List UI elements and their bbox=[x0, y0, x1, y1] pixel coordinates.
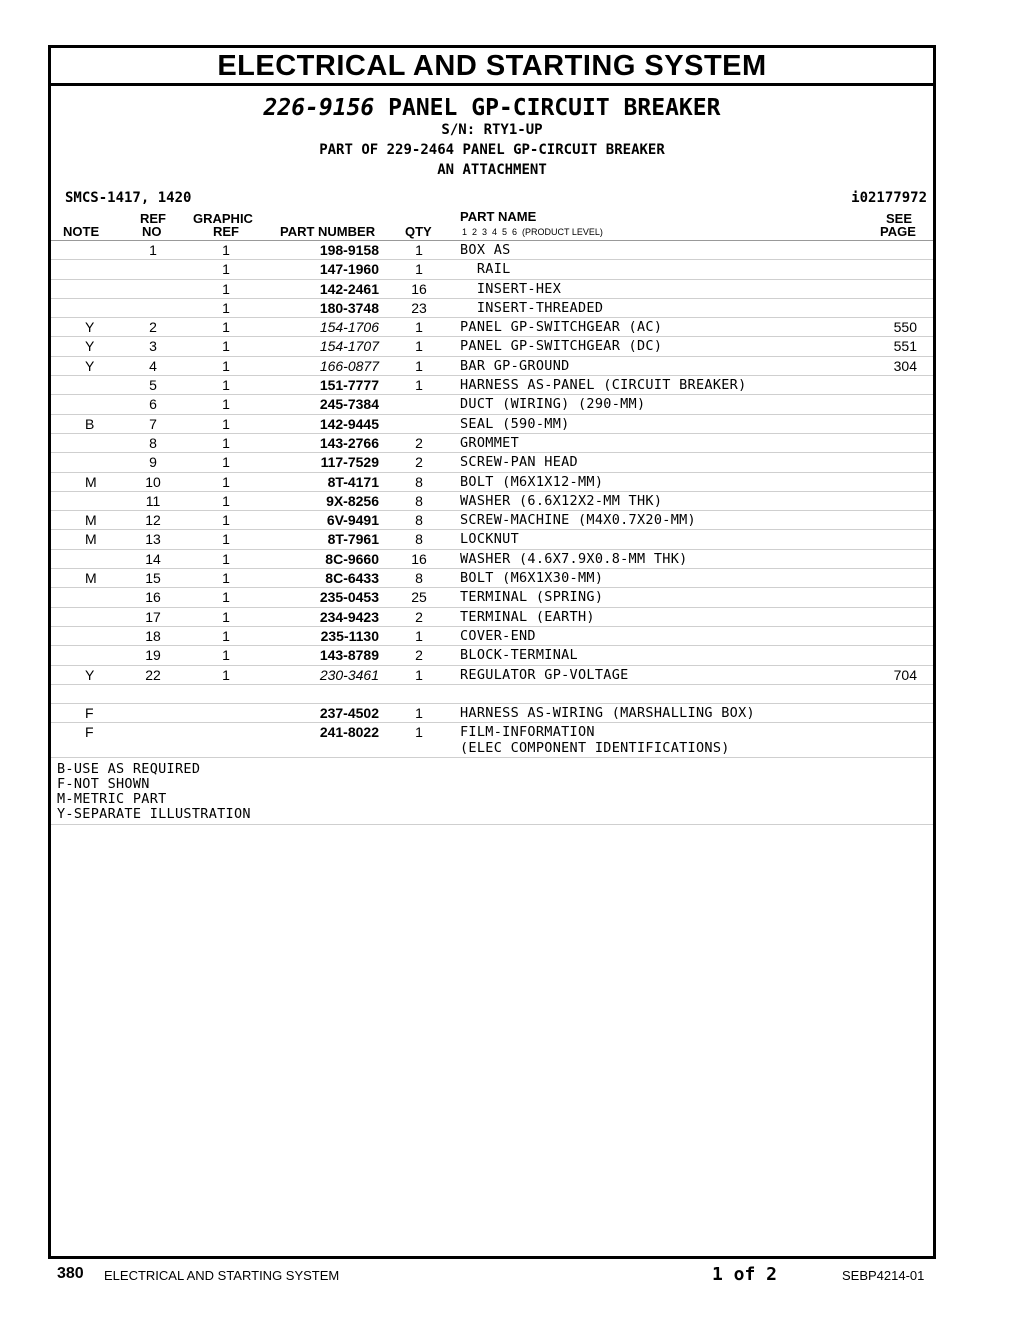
part-name-cell: INSERT-HEX bbox=[460, 280, 562, 297]
part-name-cell: BOLT (M6X1X12-MM) bbox=[460, 473, 604, 490]
part-name-cell: BOX AS bbox=[460, 242, 511, 258]
table-row bbox=[51, 627, 933, 646]
part-name-cell: PANEL GP-SWITCHGEAR (AC) bbox=[460, 319, 663, 336]
part-name-cell: INSERT-THREADED bbox=[460, 299, 604, 316]
part-number-cell: 235-1130 bbox=[320, 627, 379, 644]
col-part-name: PART NAME bbox=[460, 209, 537, 224]
part-name-cell: SCREW-PAN HEAD bbox=[460, 454, 578, 471]
part-number-cell: 235-0453 bbox=[319, 589, 379, 606]
part-name-cell: TERMINAL (EARTH) bbox=[460, 608, 595, 625]
smcs-row bbox=[51, 186, 933, 210]
col-product-levels: 1 2 3 4 5 6 (PRODUCT LEVEL) bbox=[462, 227, 603, 237]
part-name-cell: BLOCK-TERMINAL bbox=[460, 647, 578, 664]
ref-no-cell: 1 bbox=[149, 242, 157, 258]
smcs-code: SMCS-1417, 1420 bbox=[65, 190, 192, 206]
qty-cell: 1 bbox=[415, 338, 423, 355]
qty-cell: 2 bbox=[415, 647, 423, 664]
graphic-ref-cell: 1 bbox=[222, 627, 230, 644]
part-number-cell: 8T-4171 bbox=[327, 473, 379, 490]
graphic-ref-cell: 1 bbox=[222, 299, 230, 316]
see-page-cell: 704 bbox=[893, 666, 917, 683]
part-of-line: PART OF 229-2464 PANEL GP-CIRCUIT BREAKER bbox=[319, 142, 665, 158]
col-graphic: GRAPHIC bbox=[193, 211, 253, 226]
col-ref-no: NO bbox=[142, 224, 162, 239]
footer-section: ELECTRICAL AND STARTING SYSTEM bbox=[104, 1268, 340, 1283]
ref-no-cell: 9 bbox=[149, 454, 157, 471]
qty-cell: 1 bbox=[415, 319, 423, 336]
col-qty: QTY bbox=[405, 224, 432, 239]
ref-no-cell: 11 bbox=[145, 492, 161, 509]
parts-list bbox=[51, 241, 933, 758]
graphic-ref-cell: 1 bbox=[222, 396, 230, 413]
note-m: M-METRIC PART bbox=[57, 791, 167, 808]
part-name-cell: REGULATOR GP-VOLTAGE bbox=[460, 666, 629, 683]
notes-legend bbox=[51, 758, 933, 825]
qty-cell: 2 bbox=[415, 608, 423, 625]
ref-no-cell: 19 bbox=[145, 647, 161, 664]
table-row bbox=[51, 608, 933, 627]
col-note: NOTE bbox=[63, 224, 100, 239]
part-name-cell: PANEL GP-SWITCHGEAR (DC) bbox=[460, 338, 663, 355]
qty-cell: 8 bbox=[415, 512, 423, 529]
ref-no-cell: 17 bbox=[145, 608, 161, 625]
see-page-cell: 304 bbox=[893, 357, 917, 374]
qty-cell: 23 bbox=[411, 299, 427, 316]
qty-cell: 1 bbox=[415, 261, 423, 278]
table-row: M 12 1 6V-9491 8 SCREW-MACHINE (M4X0.7X20-MM) bbox=[51, 511, 933, 530]
table-row bbox=[51, 550, 933, 569]
col-page: PAGE bbox=[880, 224, 916, 239]
note-b: B-USE AS REQUIRED bbox=[57, 761, 201, 778]
part-name-cell: COVER-END bbox=[460, 627, 536, 644]
qty-cell: 2 bbox=[415, 434, 423, 451]
graphic-ref-cell: 1 bbox=[222, 550, 230, 567]
graphic-ref-cell: 1 bbox=[222, 242, 230, 258]
ref-no-cell: 16 bbox=[145, 589, 161, 606]
table-row: Y 4 1 166-0877 1 BAR GP-GROUND 304 bbox=[51, 357, 933, 376]
ref-no-cell: 4 bbox=[149, 357, 157, 374]
graphic-ref-cell: 1 bbox=[222, 492, 230, 509]
ref-no-cell: 15 bbox=[145, 570, 161, 587]
table-row: Y 2 1 154-1706 1 PANEL GP-SWITCHGEAR (AC) 550 bbox=[51, 318, 933, 337]
part-name-cell: LOCKNUT bbox=[460, 531, 519, 548]
table-row: F 237-4502 1 HARNESS AS-WIRING (MARSHALLING BOX) bbox=[51, 704, 933, 723]
part-number-cell: 154-1706 bbox=[319, 319, 379, 336]
table-row bbox=[51, 588, 933, 607]
ref-no-cell: 5 bbox=[149, 377, 157, 394]
part-number-cell: 9X-8256 bbox=[326, 492, 379, 509]
column-headers bbox=[51, 210, 933, 241]
part-name-cell: BOLT (M6X1X30-MM) bbox=[460, 570, 604, 587]
graphic-ref-cell: 1 bbox=[222, 512, 230, 529]
table-row bbox=[51, 260, 933, 279]
part-number-cell: 237-4502 bbox=[319, 705, 379, 722]
qty-cell: 1 bbox=[415, 377, 423, 394]
part-name-cell: SCREW-MACHINE (M4X0.7X20-MM) bbox=[460, 512, 696, 529]
col-see: SEE bbox=[886, 211, 913, 226]
graphic-ref-cell: 1 bbox=[222, 434, 230, 451]
graphic-ref-cell: 1 bbox=[222, 570, 230, 587]
graphic-ref-cell: 1 bbox=[222, 608, 230, 625]
part-number-cell: 8T-7961 bbox=[327, 531, 379, 548]
ref-no-cell: 13 bbox=[145, 531, 161, 548]
ref-no-cell: 22 bbox=[145, 666, 161, 683]
graphic-ref-cell: 1 bbox=[222, 454, 230, 471]
table-row bbox=[51, 685, 933, 704]
col-ref: REF bbox=[140, 211, 166, 226]
part-number-cell: 241-8022 bbox=[319, 724, 379, 741]
part-name-cell: TERMINAL (SPRING) bbox=[460, 589, 604, 606]
part-number-cell: 230-3461 bbox=[319, 666, 379, 683]
section-title: ELECTRICAL AND STARTING SYSTEM bbox=[51, 48, 933, 86]
part-name-cell: FILM-INFORMATION (ELEC COMPONENT IDENTIFICATIONS) bbox=[460, 724, 730, 757]
graphic-ref-cell: 1 bbox=[222, 377, 230, 394]
table-row bbox=[51, 453, 933, 472]
table-row bbox=[51, 492, 933, 511]
qty-cell: 16 bbox=[411, 280, 427, 297]
col-part-number: PART NUMBER bbox=[280, 224, 376, 239]
qty-cell: 2 bbox=[415, 454, 423, 471]
part-number-cell: 234-9423 bbox=[319, 608, 379, 625]
serial-range: S/N: RTY1-UP bbox=[441, 122, 543, 138]
parts-page-frame bbox=[48, 45, 936, 1259]
note-f: F-NOT SHOWN bbox=[57, 776, 150, 793]
qty-cell: 1 bbox=[415, 666, 423, 683]
table-row: M 13 1 8T-7961 8 LOCKNUT bbox=[51, 530, 933, 549]
table-row: M 10 1 8T-4171 8 BOLT (M6X1X12-MM) bbox=[51, 473, 933, 492]
qty-cell: 8 bbox=[415, 570, 423, 587]
part-name-cell: WASHER (6.6X12X2-MM THK) bbox=[460, 492, 663, 509]
part-number-cell: 180-3748 bbox=[319, 299, 379, 316]
graphic-ref-cell: 1 bbox=[222, 647, 230, 664]
part-number-cell: 166-0877 bbox=[319, 357, 379, 374]
qty-cell: 8 bbox=[415, 492, 423, 509]
qty-cell: 1 bbox=[415, 627, 423, 644]
illustration-id: i02177972 bbox=[851, 190, 927, 206]
graphic-ref-cell: 1 bbox=[222, 666, 230, 683]
part-name-cell: RAIL bbox=[460, 261, 511, 278]
ref-no-cell: 18 bbox=[145, 627, 161, 644]
part-name-cell: WASHER (4.6X7.9X0.8-MM THK) bbox=[460, 550, 688, 567]
ref-no-cell: 6 bbox=[149, 396, 157, 413]
graphic-ref-cell: 1 bbox=[222, 473, 230, 490]
group-header bbox=[51, 96, 933, 180]
ref-no-cell: 7 bbox=[149, 415, 157, 432]
table-row bbox=[51, 299, 933, 318]
footer-sheet: 1 of 2 bbox=[712, 1264, 778, 1285]
graphic-ref-cell: 1 bbox=[222, 338, 230, 355]
part-number-cell: 143-2766 bbox=[319, 434, 379, 451]
part-number-cell: 154-1707 bbox=[319, 338, 379, 355]
part-number-cell: 147-1960 bbox=[319, 261, 379, 278]
qty-cell: 8 bbox=[415, 473, 423, 490]
part-name-cell: HARNESS AS-PANEL (CIRCUIT BREAKER) bbox=[460, 377, 747, 394]
part-number-cell: 143-8789 bbox=[319, 647, 379, 664]
table-row bbox=[51, 395, 933, 414]
part-number-cell: 142-9445 bbox=[319, 415, 379, 432]
qty-cell: 8 bbox=[415, 531, 423, 548]
table-row bbox=[51, 280, 933, 299]
table-row: Y 3 1 154-1707 1 PANEL GP-SWITCHGEAR (DC) 551 bbox=[51, 337, 933, 356]
qty-cell: 16 bbox=[411, 550, 427, 567]
part-number-cell: 8C-6433 bbox=[325, 570, 379, 587]
graphic-ref-cell: 1 bbox=[222, 589, 230, 606]
part-number-cell: 142-2461 bbox=[319, 280, 379, 297]
ref-no-cell: 3 bbox=[149, 338, 157, 355]
table-row bbox=[51, 434, 933, 453]
part-number-cell: 117-7529 bbox=[320, 454, 379, 471]
part-name-cell: BAR GP-GROUND bbox=[460, 357, 570, 374]
table-row: F 241-8022 1 FILM-INFORMATION (ELEC COMPONENT IDENTIFICATIONS) bbox=[51, 723, 933, 758]
graphic-ref-cell: 1 bbox=[222, 319, 230, 336]
graphic-ref-cell: 1 bbox=[222, 357, 230, 374]
part-name-cell: SEAL (590-MM) bbox=[460, 415, 570, 432]
graphic-ref-cell: 1 bbox=[222, 531, 230, 548]
graphic-ref-cell: 1 bbox=[222, 415, 230, 432]
ref-no-cell: 14 bbox=[145, 550, 161, 567]
see-page-cell: 551 bbox=[893, 338, 917, 355]
table-row: Y 22 1 230-3461 1 REGULATOR GP-VOLTAGE 704 bbox=[51, 666, 933, 685]
note-y: Y-SEPARATE ILLUSTRATION bbox=[57, 806, 251, 823]
graphic-ref-cell: 1 bbox=[222, 261, 230, 278]
table-row: B 7 1 142-9445 SEAL (590-MM) bbox=[51, 415, 933, 434]
part-number-cell: 198-9158 bbox=[319, 242, 379, 258]
table-row bbox=[51, 376, 933, 395]
see-page-cell: 550 bbox=[893, 319, 917, 336]
page-footer bbox=[0, 1262, 1020, 1292]
part-name-cell: DUCT (WIRING) (290-MM) bbox=[460, 396, 646, 413]
ref-no-cell: 12 bbox=[145, 512, 161, 529]
part-name-cell: HARNESS AS-WIRING (MARSHALLING BOX) bbox=[460, 705, 755, 722]
qty-cell: 1 bbox=[415, 705, 423, 722]
part-number-cell: 151-7777 bbox=[319, 377, 379, 394]
qty-cell: 1 bbox=[415, 242, 423, 258]
group-part-number: 226-9156 bbox=[263, 95, 375, 121]
qty-cell: 25 bbox=[411, 589, 427, 606]
part-number-cell: 245-7384 bbox=[319, 396, 379, 413]
footer-page-number: 380 bbox=[57, 1265, 84, 1282]
ref-no-cell: 8 bbox=[149, 434, 157, 451]
table-row bbox=[51, 241, 933, 260]
ref-no-cell: 10 bbox=[145, 473, 161, 490]
footer-doc-id: SEBP4214-01 bbox=[842, 1268, 925, 1283]
graphic-ref-cell: 1 bbox=[222, 280, 230, 297]
ref-no-cell: 2 bbox=[149, 319, 157, 336]
part-name-cell: GROMMET bbox=[460, 434, 519, 451]
part-number-cell: 6V-9491 bbox=[326, 512, 379, 529]
qty-cell: 1 bbox=[415, 724, 423, 741]
attachment-line: AN ATTACHMENT bbox=[437, 162, 547, 178]
group-part-title: PANEL GP-CIRCUIT BREAKER bbox=[388, 95, 721, 121]
col-graphic-ref: REF bbox=[213, 224, 239, 239]
part-number-cell: 8C-9660 bbox=[325, 550, 379, 567]
table-row: M 15 1 8C-6433 8 BOLT (M6X1X30-MM) bbox=[51, 569, 933, 588]
table-row bbox=[51, 646, 933, 665]
qty-cell: 1 bbox=[415, 357, 423, 374]
